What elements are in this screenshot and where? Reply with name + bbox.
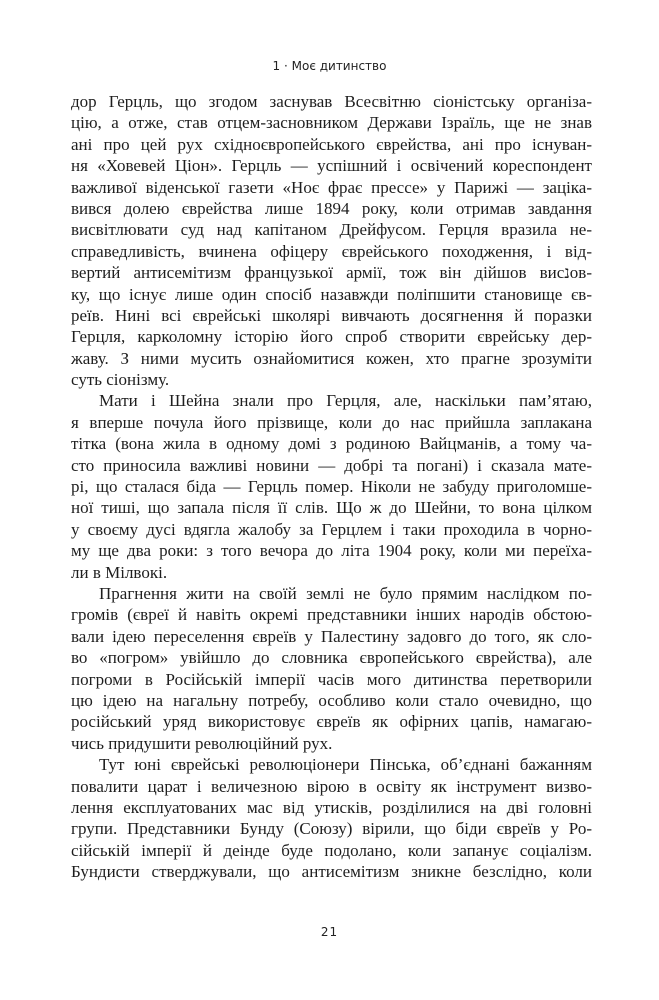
text-line: висвітлювати суд над капітаном Дрейфусом. Герцля вразила не-: [71, 220, 592, 240]
text-line: Герцля, карколомну історію його спроб створити єврейську дер-: [71, 327, 592, 347]
text-line: сійській імперії й деінде буде подолано, коли запанує соціалізм.: [71, 840, 592, 860]
text-line: вали ідею переселення євреїв у Палестину задовго до того, як сло-: [71, 626, 592, 646]
text-line: ли в Мілвокі.: [71, 562, 168, 582]
running-head: 1 · Моє дитинство: [272, 59, 387, 73]
text-line: цю ідею на нагальну потребу, особливо коли стало очевидно, що: [71, 690, 592, 710]
text-line: погроми в Російській імперії часів мого дитинства перетворили: [71, 669, 592, 689]
text-line: важливої віденської газети «Ноє фрає прессе» у Парижі — заціка-: [71, 177, 592, 197]
text-line: справедливість, вчинена офіцеру єврейського походження, і від-: [71, 241, 592, 261]
text-line: рі, що сталася біда — Герцль помер. Ніколи не забуду приголомше-: [71, 477, 592, 497]
text-line: групи. Представники Бунду (Союзу) вірили, що біди євреїв у Ро-: [71, 819, 592, 839]
text-line: вився долею єврейства лише 1894 року, коли отримав завдання: [71, 198, 592, 218]
text-line: Мати і Шейна знали про Герцля, але, наскільки пам’ятаю,: [99, 391, 592, 411]
text-line: у своєму дусі вдягла жалобу за Герцлем і таки проходила в чорно-: [71, 519, 592, 539]
text-line: лення експлуатованих мас від утисків, розділилися на дві головні: [71, 797, 592, 817]
page-number: 21: [320, 925, 339, 939]
text-line: реїв. Нині всі єврейські школярі вивчають досягнення й поразки: [71, 305, 592, 325]
text-line: я вперше почула його прізвище, коли до нас прийшла заплакана: [71, 412, 592, 432]
text-line: тітка (вона жила в одному домі з родиною Вайцманів, а тому ча-: [71, 434, 592, 454]
text-line: громів (євреї й навіть окремі представники інших народів обстою-: [71, 605, 592, 625]
text-line: сто приносила важливі новини — добрі та погані) і сказала мате-: [71, 455, 592, 475]
text-line: му ще два роки: з того вечора до літа 1904 року, коли ми переїха-: [71, 541, 592, 561]
text-line: Тут юні єврейські революціонери Пінська, об’єднані бажанням: [99, 755, 592, 775]
text-line: ку, що існує лише один спосіб назавжди поліпшити становище єв-: [71, 284, 592, 304]
text-line: Прагнення жити на своїй землі не було прямим наслідком по-: [99, 583, 592, 603]
text-line: во «погром» увійшло до словника європейського єврейства), але: [71, 648, 592, 668]
text-line: вертий антисемітизм французької армії, тож він дійшов висנов-: [71, 263, 592, 283]
text-line: російський уряд використовує євреїв як офірних цапів, намагаю-: [71, 712, 592, 732]
body-text: [71, 91, 592, 882]
text-line: дор Герцль, що згодом заснував Всесвітню сіоністську організа-: [71, 92, 592, 111]
text-line: ня «Ховевей Ціон». Герцль — успішний і освічений кореспондент: [71, 156, 592, 176]
text-line: цію, а отже, став отцем-засновником Держави Ізраїль, ще не знав: [71, 113, 592, 133]
text-line: повалити царат і величезною вірою в освіту як інструмент визво-: [71, 776, 592, 796]
text-line: Бундисти стверджували, що антисемітизм зникне безслідно, коли: [71, 862, 592, 882]
text-line: ної тиші, що запала після її слів. Що ж до Шейни, то вона цілком: [71, 498, 592, 518]
text-line: суть сіонізму.: [71, 370, 170, 390]
text-line: чись придушити революційний рух.: [71, 733, 333, 753]
text-line: ані про цей рух східноєвропейського єврейства, ані про існуван-: [71, 134, 592, 154]
text-line: жаву. З ними мусить ознайомитися кожен, хто прагне зрозуміти: [71, 348, 592, 368]
